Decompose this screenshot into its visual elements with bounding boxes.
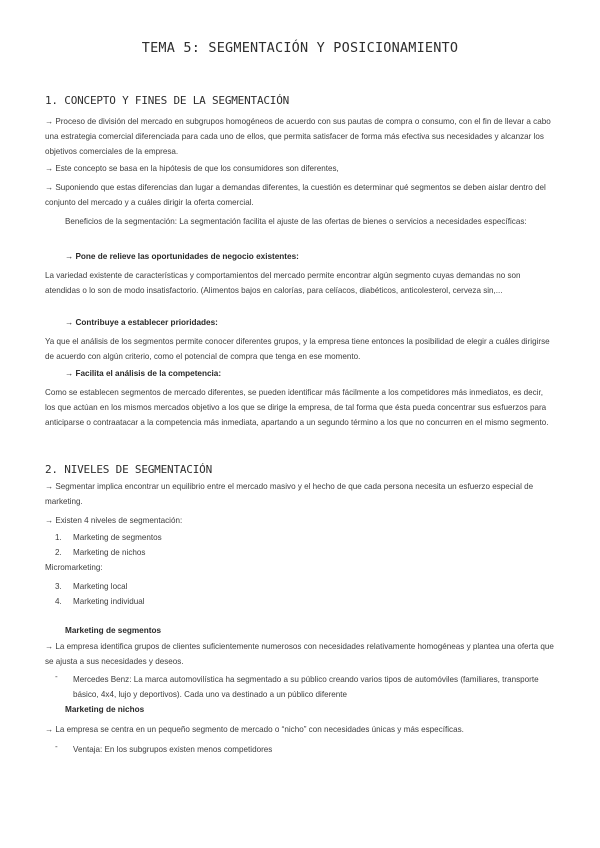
benefit-3-title: → Facilita el análisis de la competencia: <box>65 369 222 378</box>
section-2-paragraph-1: → Segmentar implica encontrar un equilibrio entre el mercado masivo y el hecho de que cada persona necesita un esfuerzo especial de marketing. <box>45 482 534 507</box>
section-2-heading: 2. NIVELES DE SEGMENTACIÓN <box>45 463 212 476</box>
section-2-paragraph-2: → Existen 4 niveles de segmentación: <box>45 516 183 525</box>
marketing-segmentos-title: Marketing de segmentos <box>65 626 161 635</box>
marketing-nichos-title: Marketing de nichos <box>65 705 145 714</box>
marketing-nichos-text: → La empresa se centra en un pequeño segmento de mercado o “nicho” con necesidades únicas y más específicas. <box>45 725 464 734</box>
list-text: Marketing local <box>73 582 128 591</box>
list-text: Marketing de segmentos <box>73 533 162 542</box>
benefits-intro: Beneficios de la segmentación: La segmentación facilita el ajuste de las ofertas de bienes o servicios a necesidades específicas: <box>65 217 527 226</box>
section-1-heading: 1. CONCEPTO Y FINES DE LA SEGMENTACIÓN <box>45 94 290 107</box>
list-number: 1. <box>55 533 62 542</box>
section-1-paragraph-3: → Suponiendo que estas diferencias dan lugar a demandas diferentes, la cuestión es determinar qué segmentos se deben aislar dentro del conjunto del mercado y a cuáles dirigir la oferta comercial. <box>45 183 546 208</box>
benefit-2-title: → Contribuye a establecer prioridades: <box>65 318 218 327</box>
marketing-segmentos-text: → La empresa identifica grupos de clientes suficientemente numerosos con necesidades relativamente homogéneas y plantea una oferta que se ajusta a sus necesidades y deseos. <box>45 642 554 667</box>
benefit-1-text: La variedad existente de características y comportamientos del mercado permite encontrar algún segmento cuyas demandas no son atendidas o lo son de modo insatisfactorio. (Alimentos bajos en calorías, para celíacos, diabéticos, anticolesterol, cerveza sin,... <box>45 271 521 296</box>
marketing-nichos-example: Ventaja: En los subgrupos existen menos competidores <box>73 745 273 754</box>
section-1-paragraph-1: → Proceso de división del mercado en subgrupos homogéneos de acuerdo con sus pautas de compra o consumo, con el fin de llevar a cabo una estrategia comercial diferenciada para cada uno de ellos, que permita satisfacer de forma más efectiva sus necesidades y alcanzar los objetivos comerciales de la empresa. <box>45 117 551 157</box>
page-title: TEMA 5: SEGMENTACIÓN Y POSICIONAMIENTO <box>141 40 459 56</box>
benefit-2-text: Ya que el análisis de los segmentos permite conocer diferentes grupos, y la empresa tiene entonces la posibilidad de elegir a cuáles dirigirse de acuerdo con algún criterio, como el potencial de compra que tenga en ese momento. <box>45 337 550 362</box>
dash-bullet: - <box>55 742 58 751</box>
marketing-segmentos-example: Mercedes Benz: La marca automovilística ha segmentado a su público creando varios tipos de automóviles (familiares, transporte básico, 4x4, lujo y deportivos). Cada uno va destinado a un público diferente <box>73 675 539 700</box>
benefit-3-text: Como se establecen segmentos de mercado diferentes, se pueden identificar más fácilmente a los competidores más inmediatos, es decir, los que actúan en los mismos mercados objetivo a los que se dirige la empresa, de tal forma que ésta pueda concentrar sus esfuerzos para anticiparse o contraatacar a la competencia más inmediata, apartando a un segundo término a los que no concurren en el mismo segmento. <box>45 388 549 428</box>
list-number: 4. <box>55 597 62 606</box>
benefit-1-title: → Pone de relieve las oportunidades de negocio existentes: <box>65 252 299 261</box>
list-text: Marketing de nichos <box>73 548 146 557</box>
list-text: Marketing individual <box>73 597 145 606</box>
micromarketing-label: Micromarketing: <box>45 563 103 572</box>
list-number: 3. <box>55 582 62 591</box>
list-number: 2. <box>55 548 62 557</box>
dash-bullet: - <box>55 672 58 681</box>
section-1-paragraph-2: → Este concepto se basa en la hipótesis de que los consumidores son diferentes, <box>45 164 339 173</box>
